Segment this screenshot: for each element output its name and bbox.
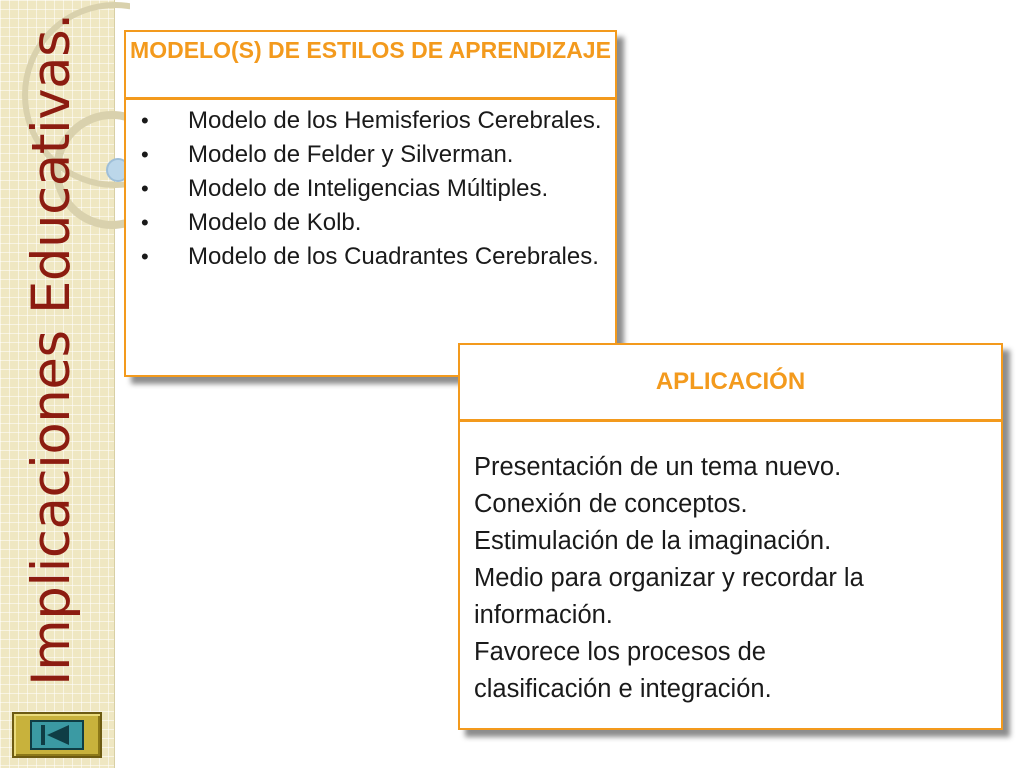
application-line: clasificación e integración.	[474, 675, 772, 703]
application-line: información.	[474, 601, 613, 629]
application-text	[460, 422, 1001, 708]
list-item	[126, 240, 615, 274]
bullet-icon: •	[141, 142, 149, 167]
list-item-text: Modelo de Inteligencias Múltiples.	[188, 175, 549, 202]
application-heading: APLICACIÓN	[460, 345, 1001, 422]
list-item-text: Modelo de Felder y Silverman.	[188, 141, 514, 168]
list-item	[126, 172, 615, 206]
learning-models-heading: MODELO(S) DE ESTILOS DE APRENDIZAJE	[126, 32, 615, 100]
list-item	[126, 206, 615, 240]
bullet-icon: •	[141, 210, 149, 235]
first-slide-button[interactable]	[12, 712, 102, 758]
application-line: Estimulación de la imaginación.	[474, 527, 832, 555]
list-item-text: Modelo de Kolb.	[188, 209, 362, 236]
learning-models-list	[126, 100, 615, 274]
list-item-text: Modelo de los Hemisferios Cerebrales.	[188, 107, 602, 134]
application-line: Medio para organizar y recordar la	[474, 564, 864, 592]
list-item	[126, 104, 615, 138]
application-line: Favorece los procesos de	[474, 638, 766, 666]
bullet-icon: •	[141, 244, 149, 269]
skip-to-start-icon	[30, 720, 84, 750]
application-box	[458, 343, 1003, 730]
bullet-icon: •	[141, 108, 149, 133]
application-line: Presentación de un tema nuevo.	[474, 453, 842, 481]
page-title: Implicaciones Educativas.	[21, 13, 82, 686]
bullet-icon: •	[141, 176, 149, 201]
application-line: Conexión de conceptos.	[474, 490, 748, 518]
list-item-text: Modelo de los Cuadrantes Cerebrales.	[188, 243, 599, 270]
list-item	[126, 138, 615, 172]
sidebar	[0, 0, 115, 768]
learning-models-box	[124, 30, 617, 377]
